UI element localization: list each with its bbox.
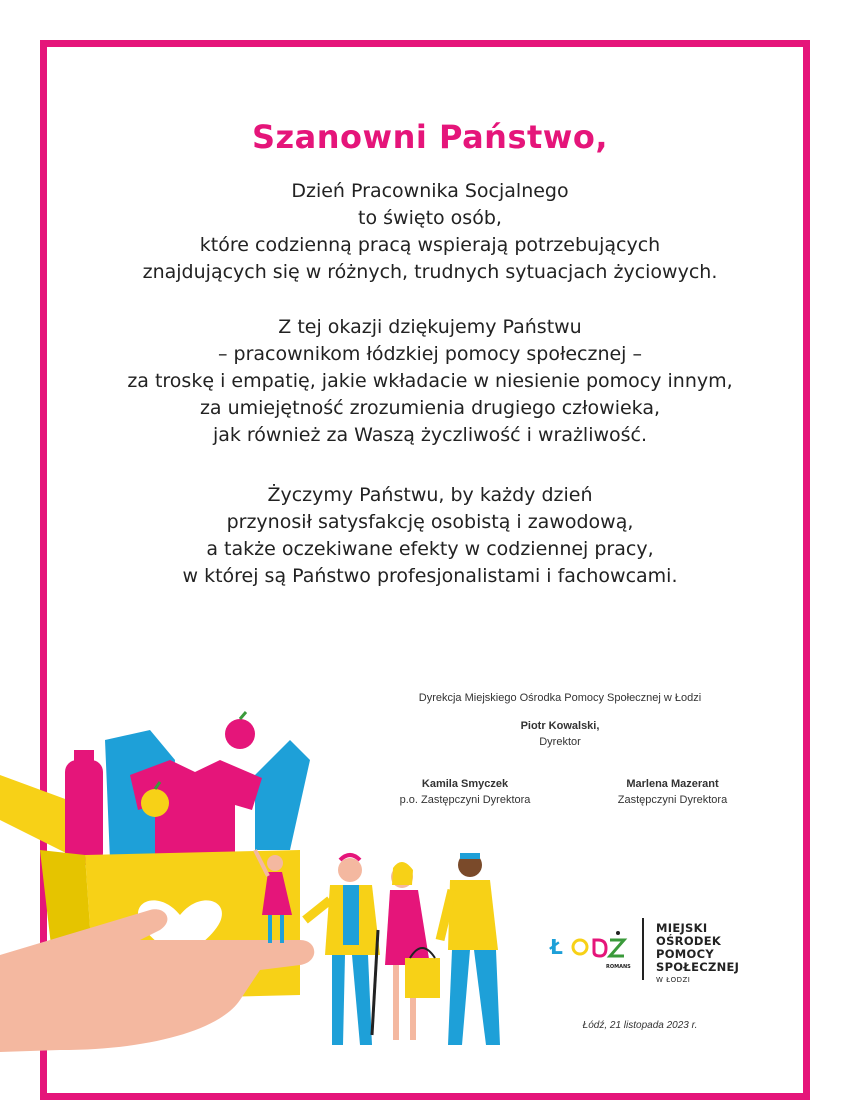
deputy2-name: Marlena Mazerant [626,778,719,790]
deputy2-role: Zastępczyni Dyrektora [617,794,728,806]
deputy1-name: Kamila Smyczek [421,778,509,790]
svg-text:Ł: Ł [550,935,563,959]
paragraph-line: Życzymy Państwu, by każdy dzień [267,484,593,506]
shopping-bag-icon [405,958,440,998]
mops-line: MIEJSKI [656,921,708,935]
box-flap-right [255,740,310,850]
mops-line: SPOŁECZNEJ [656,960,740,974]
paragraph-line: znajdujących się w różnych, trudnych sytuacjach życiowych. [142,261,718,283]
woman-dress [385,890,430,965]
paragraph-line: za umiejętność zrozumienia drugiego człowieka, [199,397,661,419]
paragraph-1 [60,178,800,286]
paragraph-line: Z tej okazji dziękujemy Państwu [278,316,582,338]
apple-icon [225,719,255,749]
paragraph-line: – pracownikom łódzkiej pomocy społecznej – [217,343,643,365]
donation-illustration [0,700,520,1075]
directorate-line: Dyrekcja Miejskiego Ośrodka Pomocy Społecznej w Łodzi [418,692,702,704]
mops-line: OŚRODEK [656,934,722,948]
paragraph-2 [60,314,800,449]
mops-logo [656,922,739,987]
paragraph-line: za troskę i empatię, jakie wkładacie w niesienie pomocy innym, [127,370,733,392]
lemon-icon [141,789,169,817]
paragraph-line: przynosił satysfakcję osobistą i zawodową, [226,511,634,533]
lodz-city-logo [548,928,638,974]
bottle-icon [65,760,103,865]
page-title: Szanowni Państwo, [252,118,608,156]
child-head [267,855,283,871]
bottle-cap [74,750,94,764]
director-name: Piotr Kowalski, [520,720,600,732]
man-sweater [448,880,498,950]
logo-divider [642,918,644,980]
city-tagline: ROMANS [606,964,631,970]
director-role: Dyrektor [539,736,581,748]
document-date: Łódź, 21 listopada 2023 r. [582,1020,698,1031]
paragraph-line: to święto osób, [358,207,502,229]
paragraph-line: Dzień Pracownika Socjalnego [291,180,569,202]
paragraph-line: w której są Państwo profesjonalistami i fachowcami. [182,565,678,587]
mops-sub: W ŁODZI [656,976,691,984]
paragraph-3 [60,482,800,590]
paragraph-line: które codzienną pracą wspierają potrzebujących [199,234,661,256]
signature-deputy-2 [585,776,760,808]
grandpa-head [338,858,362,882]
paragraph-line: jak również za Waszą życzliwość i wrażliwość. [212,424,648,446]
paragraph-line: a także oczekiwane efekty w codziennej pracy, [206,538,654,560]
mops-line: POMOCY [656,947,714,961]
deputy1-role: p.o. Zastępczyni Dyrektora [399,794,531,806]
